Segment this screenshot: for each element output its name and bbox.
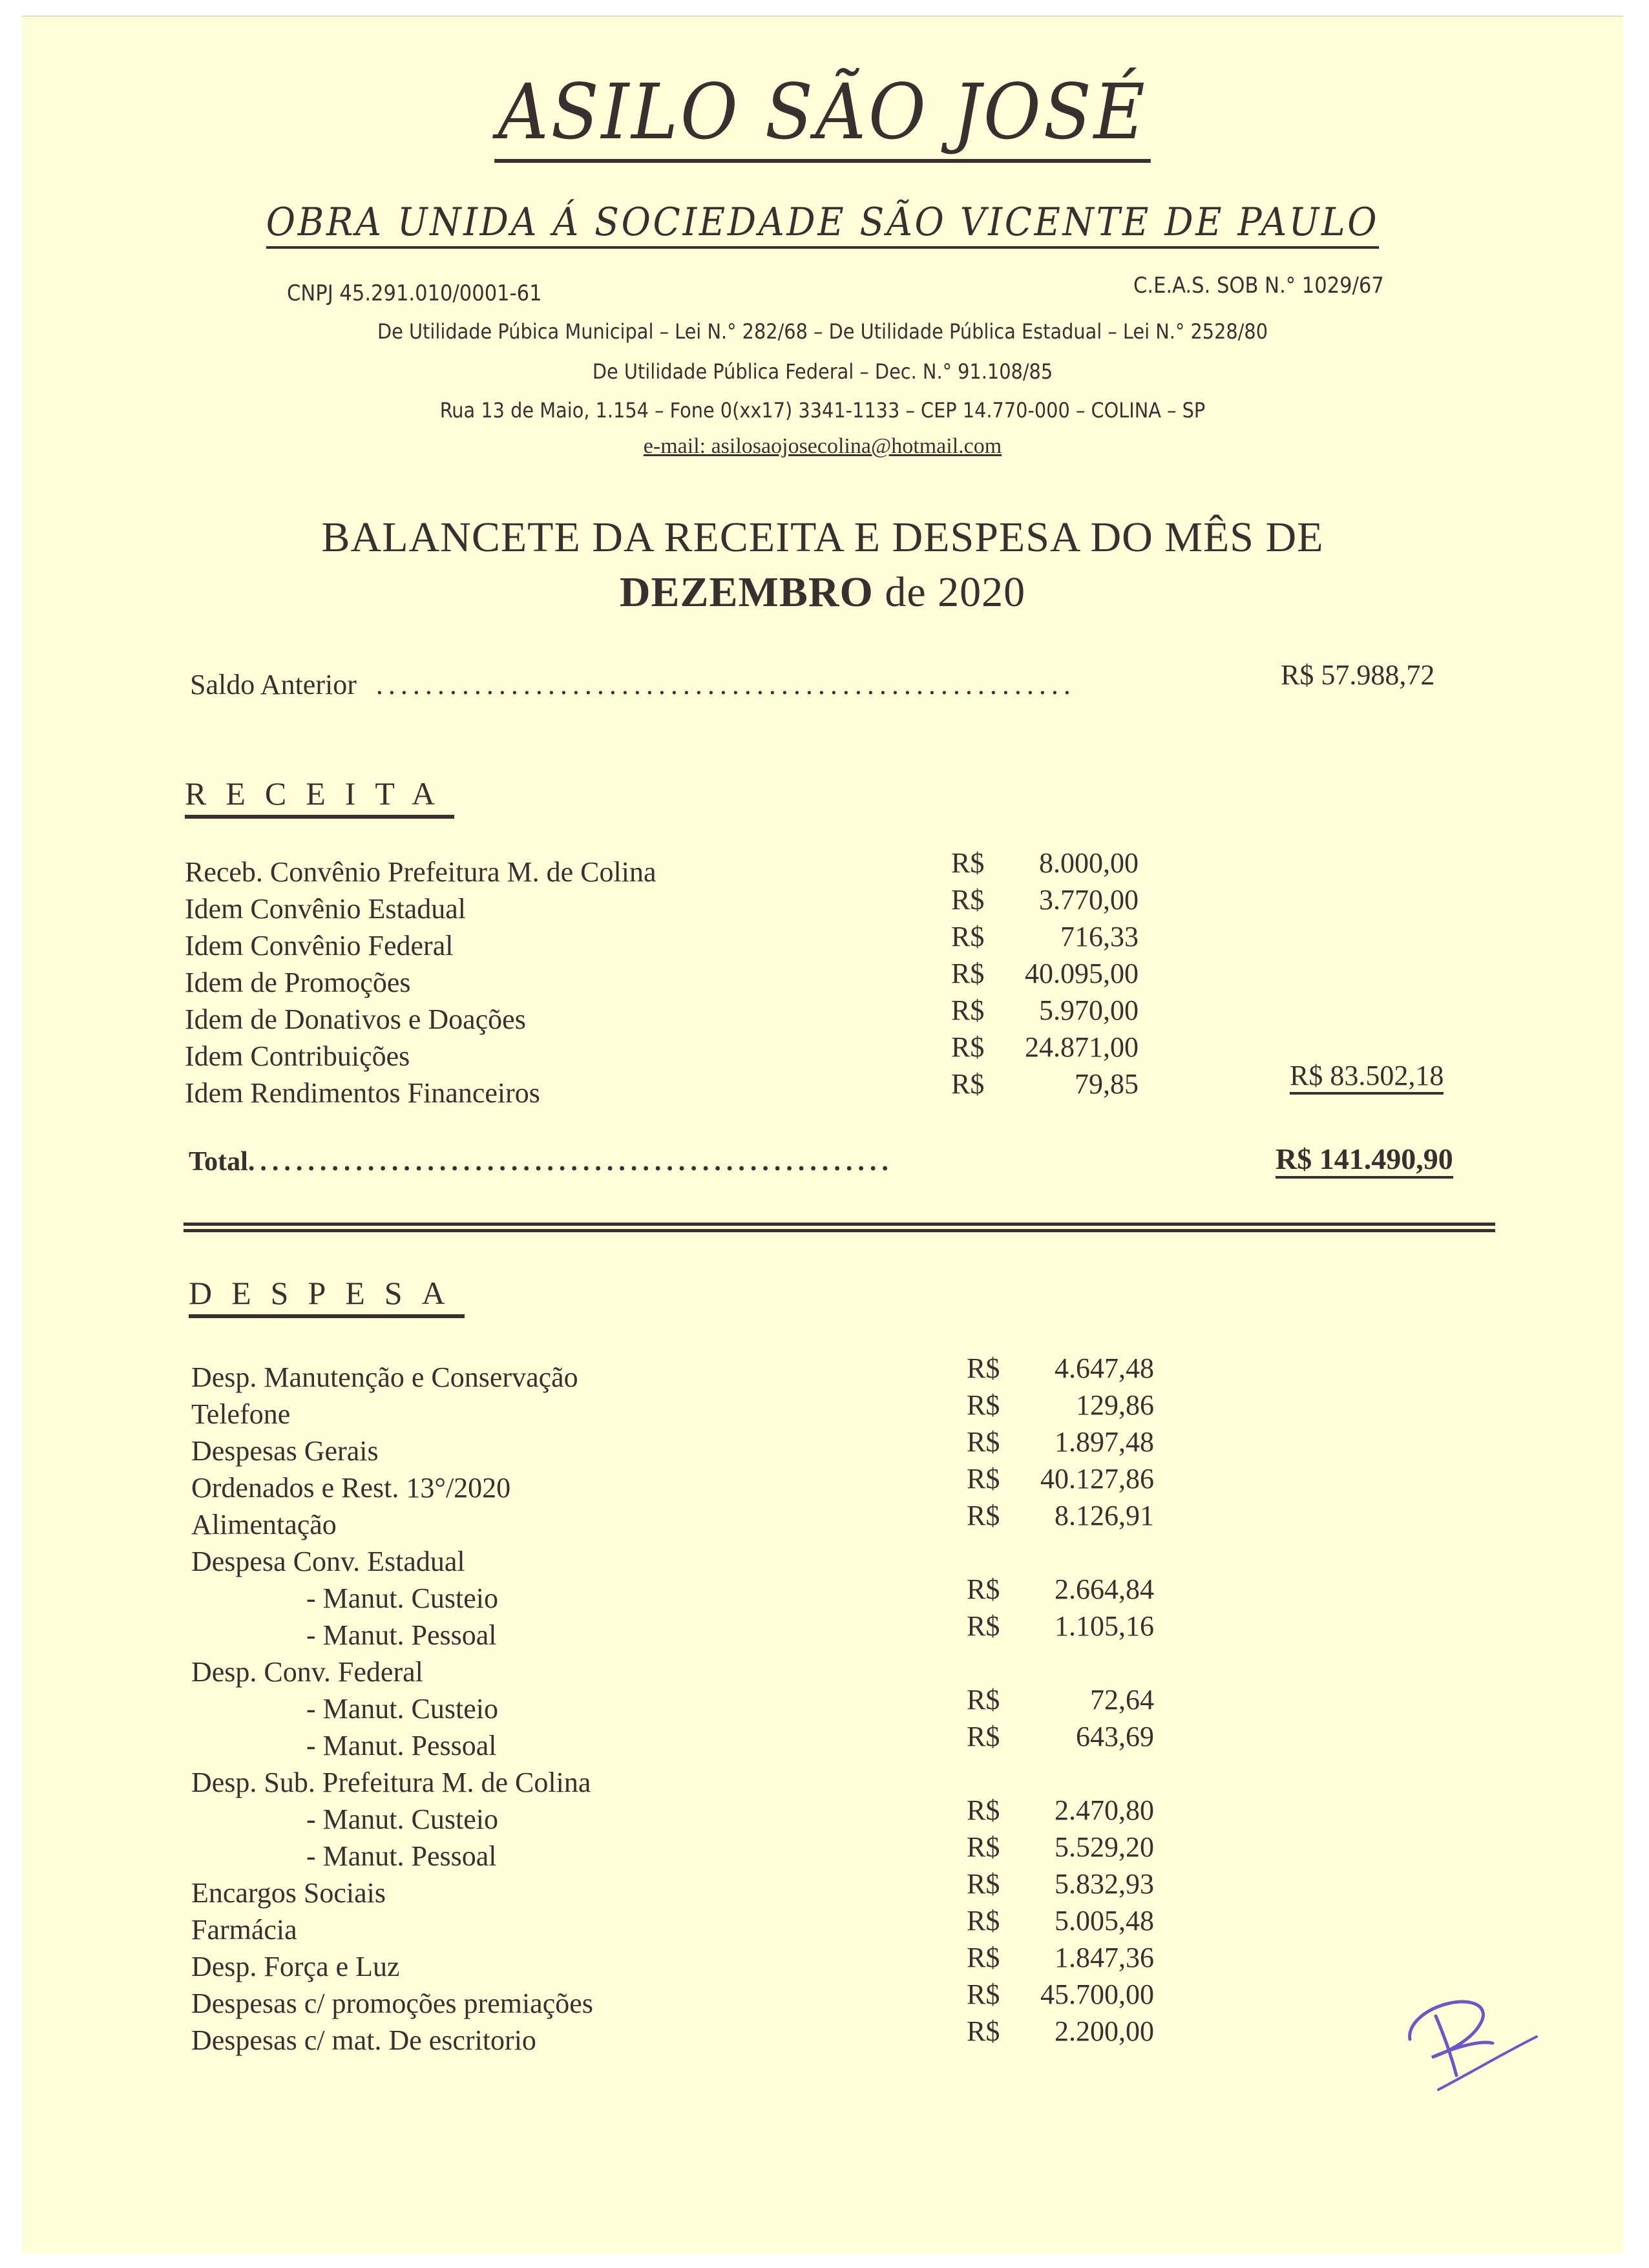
receita-item-value	[951, 994, 1139, 1027]
amount: 40.127,86	[1040, 1463, 1154, 1495]
currency: R$	[967, 1868, 1000, 1900]
amount: 5.005,48	[1055, 1905, 1154, 1937]
currency: R$	[967, 1942, 1000, 1973]
amount: 1.847,36	[1055, 1942, 1154, 1973]
report-month: DEZEMBRO	[619, 569, 874, 616]
amount: 129,86	[1076, 1389, 1154, 1421]
despesa-item-value	[967, 1683, 1154, 1716]
report-year: de 2020	[873, 569, 1026, 616]
despesa-item-label: Desp. Manutenção e Conservação	[191, 1361, 578, 1393]
amount: 72,64	[1090, 1684, 1154, 1716]
receita-item-value	[951, 957, 1139, 990]
currency: R$	[967, 2015, 1000, 2047]
despesa-item-label: Despesa Conv. Estadual	[191, 1546, 465, 1577]
receita-item-label: Idem de Donativos e Doações	[185, 1003, 526, 1035]
organization-subtitle-text: OBRA UNIDA Á SOCIEDADE SÃO VICENTE DE PAULO	[266, 200, 1379, 249]
receita-total: R$ 141.490,90	[1276, 1142, 1453, 1179]
despesa-item-label: Ordenados e Rest. 13°/2020	[191, 1472, 511, 1504]
receita-item-value	[951, 883, 1139, 916]
despesa-item-label: Desp. Conv. Federal	[191, 1656, 423, 1688]
amount: 24.871,00	[1025, 1031, 1139, 1063]
amount: 2.664,84	[1055, 1573, 1154, 1605]
despesa-item-value	[967, 1610, 1154, 1643]
currency: R$	[951, 958, 985, 989]
amount: 1.105,16	[1055, 1610, 1154, 1642]
currency: R$	[967, 1684, 1000, 1716]
amount: 4.647,48	[1055, 1352, 1154, 1384]
amount: 45.700,00	[1040, 1979, 1154, 2010]
despesa-item-label: Alimentação	[191, 1509, 337, 1540]
currency: R$	[1281, 659, 1314, 691]
currency: R$	[967, 1573, 1000, 1605]
despesa-subitem-label: - Manut. Pessoal	[306, 1730, 497, 1761]
despesa-item-value	[967, 1904, 1154, 1937]
receita-item-value	[951, 1031, 1139, 1064]
currency: R$	[967, 1352, 1000, 1384]
despesa-item-value	[967, 1389, 1154, 1422]
despesa-item-value	[967, 1867, 1154, 1900]
organization-name-text: ASILO SÃO JOSÉ	[494, 67, 1151, 163]
currency: R$	[967, 1905, 1000, 1937]
amount: 8.126,91	[1055, 1500, 1154, 1531]
organization-name	[86, 67, 1559, 163]
amount: 40.095,00	[1025, 958, 1139, 989]
currency: R$	[967, 1979, 1000, 2010]
despesa-item-value	[967, 1425, 1154, 1458]
currency: R$	[967, 1831, 1000, 1863]
document-page	[22, 16, 1623, 2254]
despesa-item-label: Telefone	[191, 1398, 291, 1430]
receita-item-label: Idem Rendimentos Financeiros	[185, 1077, 540, 1109]
utility-line-2: De Utilidade Pública Federal – Dec. N.° 91.108/85	[592, 359, 1053, 384]
currency: R$	[951, 847, 985, 879]
receita-item-label: Receb. Convênio Prefeitura M. de Colina	[185, 856, 656, 888]
report-period	[22, 568, 1623, 617]
despesa-item-label: Desp. Força e Luz	[191, 1951, 400, 1982]
double-divider	[184, 1223, 1495, 1232]
total-label	[189, 1146, 894, 1177]
despesa-item-value	[967, 1499, 1154, 1532]
currency: R$	[967, 1426, 1000, 1458]
currency: R$	[967, 1463, 1000, 1495]
email-text: e-mail: asilosaojosecolina@hotmail.com	[643, 434, 1002, 458]
email-link[interactable]	[22, 434, 1623, 459]
saldo-anterior-text: Saldo Anterior	[190, 669, 357, 700]
receita-item-label: Idem Convênio Estadual	[185, 893, 467, 925]
despesa-item-label: Despesas c/ promoções premiações	[191, 1988, 593, 2019]
despesa-subitem-label: - Manut. Pessoal	[306, 1619, 497, 1651]
currency: R$	[967, 1389, 1000, 1421]
amount: 3.770,00	[1039, 884, 1139, 916]
amount: 5.832,93	[1055, 1868, 1154, 1900]
saldo-anterior-value	[1281, 658, 1434, 691]
receita-item-value	[951, 1067, 1139, 1100]
receita-item-label: Idem Contribuições	[185, 1040, 410, 1072]
despesa-subitem-label: - Manut. Custeio	[306, 1693, 498, 1725]
despesa-item-label: Despesas Gerais	[191, 1435, 379, 1467]
receita-item-value	[951, 920, 1139, 953]
currency: R$	[967, 1721, 1000, 1752]
cnpj: CNPJ 45.291.010/0001-61	[287, 280, 542, 306]
report-heading: BALANCETE DA RECEITA E DESPESA DO MÊS DE	[321, 514, 1324, 561]
despesa-subitem-label: - Manut. Pessoal	[306, 1840, 497, 1872]
despesa-item-value	[967, 1352, 1154, 1385]
despesa-item-value	[967, 2015, 1154, 2048]
despesa-item-label: Farmácia	[191, 1914, 297, 1946]
receita-item-label: Idem Convênio Federal	[185, 930, 454, 961]
despesa-item-value	[967, 1720, 1154, 1753]
signature-icon	[1398, 1980, 1553, 2109]
receita-subtotal: R$ 83.502,18	[1290, 1059, 1444, 1095]
despesa-item-label: Desp. Sub. Prefeitura M. de Colina	[191, 1767, 591, 1798]
despesa-subitem-label: - Manut. Custeio	[306, 1803, 498, 1835]
amount: 2.470,80	[1055, 1794, 1154, 1826]
currency: R$	[967, 1500, 1000, 1531]
currency: R$	[951, 1031, 985, 1063]
total-text: Total	[189, 1147, 248, 1177]
dot-leader: ......................................................	[247, 1147, 894, 1177]
currency: R$	[951, 921, 985, 952]
dot-leader: .........................................................	[363, 669, 1076, 700]
address: Rua 13 de Maio, 1.154 – Fone 0(xx17) 3341-1133 – CEP 14.770-000 – COLINA – SP	[439, 398, 1206, 423]
despesa-item-value	[967, 1978, 1154, 2011]
ceas-number: C.E.A.S. SOB N.° 1029/67	[1133, 273, 1384, 299]
currency: R$	[951, 884, 985, 916]
despesa-item-label: Encargos Sociais	[191, 1877, 386, 1909]
saldo-anterior-label	[190, 668, 1076, 701]
currency: R$	[951, 994, 985, 1026]
organization-subtitle	[86, 200, 1559, 249]
utility-line-1: De Utilidade Púbica Municipal – Lei N.° 282/68 – De Utilidade Pública Estadual – Lei N.° 2528/80	[377, 319, 1268, 344]
receita-item-value	[951, 846, 1139, 879]
amount: 8.000,00	[1039, 847, 1139, 879]
amount: 5.970,00	[1039, 994, 1139, 1026]
despesa-item-label: Despesas c/ mat. De escritorio	[191, 2024, 536, 2056]
amount: 643,69	[1076, 1721, 1154, 1752]
currency: R$	[951, 1068, 985, 1100]
currency: R$	[967, 1794, 1000, 1826]
despesa-item-value	[967, 1794, 1154, 1827]
despesa-subitem-label: - Manut. Custeio	[306, 1582, 498, 1614]
despesa-item-value	[967, 1831, 1154, 1864]
currency: R$	[967, 1610, 1000, 1642]
receita-heading: RECEITA	[185, 775, 454, 819]
amount: 2.200,00	[1055, 2015, 1154, 2047]
despesa-heading: DESPESA	[189, 1274, 465, 1318]
despesa-item-value	[967, 1573, 1154, 1606]
amount: 1.897,48	[1055, 1426, 1154, 1458]
despesa-item-value	[967, 1462, 1154, 1495]
amount: 716,33	[1060, 921, 1139, 952]
receita-item-label: Idem de Promoções	[185, 967, 411, 998]
amount: 57.988,72	[1321, 659, 1435, 691]
amount: 5.529,20	[1055, 1831, 1154, 1863]
amount: 79,85	[1075, 1068, 1139, 1100]
despesa-item-value	[967, 1941, 1154, 1974]
